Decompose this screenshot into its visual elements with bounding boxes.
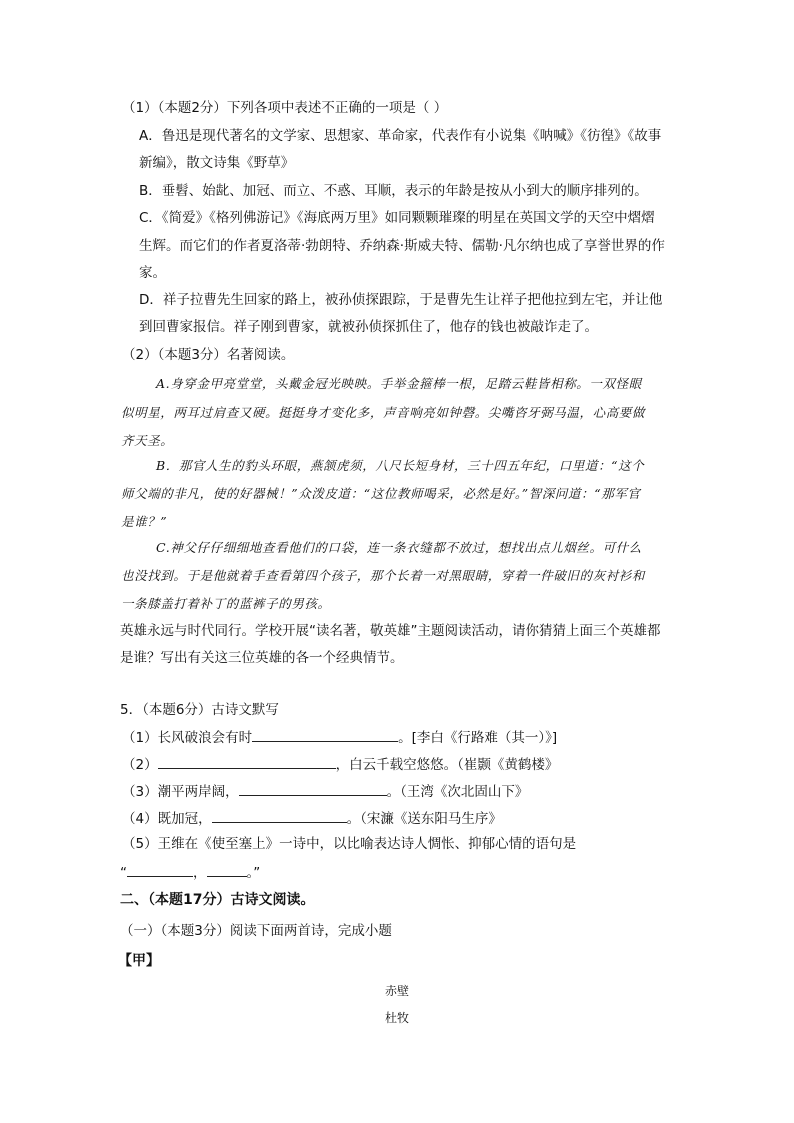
q4-p2-passage-c-line3: 一条膝盖打着补丁的蓝裤子的男孩。 [121, 596, 331, 611]
q5-item-5: （5）王维在《使至塞上》一诗中，以比喻表达诗人惆怅、抑郁心情的语句是 [122, 836, 577, 852]
q4-p2-stem: （2）（本题3分）名著阅读。 [122, 347, 295, 363]
q5-blank-4[interactable] [212, 808, 347, 823]
q4-p1-option-a-line2: 新编》，散文诗集《野草》 [139, 155, 295, 171]
poem-jia-label: 【甲】 [118, 953, 160, 969]
q4-p2-task-line2: 是谁？写出有关这三位英雄的各一个经典情节。 [120, 650, 404, 666]
q4-p1-option-b: B．垂髫、始龀、加冠、而立、不惑、耳顺，表示的年龄是按从小到大的顺序排列的。 [139, 183, 648, 199]
poem-author: 杜牧 [384, 1011, 409, 1025]
q5-item-2-text: （2） [122, 757, 158, 773]
q5-close-quote: 。” [246, 865, 261, 881]
q5-comma: ， [193, 865, 207, 881]
section-2-heading: 二、（本题17分）古诗文阅读。 [120, 892, 315, 908]
q5-blank-1[interactable] [252, 727, 398, 742]
q5-item-4-text: （4）既加冠， [122, 811, 212, 827]
q5-item-3 [122, 781, 528, 801]
q5-blank-2[interactable] [158, 754, 336, 769]
q4-p2-passage-c-line2: 也没找到。于是他就着手查看第四个孩子，那个长着一对黑眼睛，穿着一件破旧的灰衬衫和 [121, 568, 646, 583]
q5-item-2-source: ，白云千载空悠悠。（崔颢《黄鹤楼》 [335, 757, 559, 773]
q4-p2-passage-b-line3: 是谁？” [121, 514, 168, 529]
q4-p1-option-c-line3: 家。 [139, 265, 166, 281]
q4-p2-passage-a-line3: 齐天圣。 [121, 433, 174, 448]
q5-item-3-text: （3）潮平两岸阔， [122, 784, 239, 800]
q4-p2-passage-c-line1: C.神父仔仔细细地查看他们的口袋，连一条衣缝都不放过，想找出点儿烟丝。可什么 [156, 540, 642, 555]
q4-p2-passage-b-line2: 师父端的非凡，使的好器械！”众泼皮道：“这位教师喝采，必然是好。”智深问道：“那军官 [121, 486, 641, 501]
section-2-subheading: （一）（本题3分）阅读下面两首诗，完成小题 [120, 923, 392, 939]
q5-blank-5b[interactable] [207, 862, 247, 877]
q5-item-1-text: （1）长风破浪会有时 [122, 730, 253, 746]
q5-item-4 [122, 808, 502, 828]
q4-p2-passage-a-line1: A.身穿金甲亮堂堂，头戴金冠光映映。手举金箍棒一根，足踏云鞋皆相称。一双怪眼 [156, 376, 642, 391]
q4-p2-passage-a-line2: 似明星，两耳过肩查又硬。挺挺身才变化多，声音响亮如钟磬。尖嘴咨牙弼马温，心高要做 [121, 405, 646, 420]
q5-item-4-source: 。（宋濂《送东阳马生序》 [346, 811, 502, 827]
q4-p1-option-a-line1: A．鲁迅是现代著名的文学家、思想家、革命家，代表作有小说集《呐喊》《彷徨》《故事 [139, 128, 662, 144]
q5-blank-5a[interactable] [127, 862, 193, 877]
q4-p1-stem: （1）（本题2分）下列各项中表述不正确的一项是（ ） [122, 100, 448, 116]
q5-blank-3[interactable] [239, 781, 387, 796]
q5-open-quote: “ [120, 865, 127, 881]
q4-p1-option-d-line2: 到回曹家报信。祥子刚到曹家，就被孙侦探抓住了，他存的钱也被敲诈走了。 [139, 319, 598, 335]
poem-title: 赤壁 [384, 984, 409, 998]
q4-p1-option-d-line1: D．祥子拉曹先生回家的路上，被孙侦探跟踪，于是曹先生让祥子把他拉到左宅，并让他 [139, 292, 663, 308]
q5-item-1 [122, 727, 557, 747]
q4-p1-option-c-line2: 生辉。而它们的作者夏洛蒂·勃朗特、乔纳森·斯威夫特、儒勒·凡尔纳也成了享誉世界的作 [139, 238, 665, 254]
q4-p2-passage-b-line1: B．那官人生的豹头环眼，燕颔虎须，八尺长短身材，三十四五年纪，口里道：“这个 [156, 458, 645, 473]
q5-item-3-source: 。（王湾《次北固山下》 [386, 784, 529, 800]
q5-title: 5．（本题6分）古诗文默写 [120, 702, 279, 718]
q5-item-5-answer [120, 862, 260, 882]
q4-p2-task-line1: 英雄永远与时代同行。学校开展“读名著，敬英雄”主题阅读活动，请你猜猜上面三个英雄都 [120, 623, 661, 639]
q5-item-1-source: 。[李白《行路难（其一）》] [398, 730, 558, 746]
q4-p1-option-c-line1: C．《简爱》《格列佛游记》《海底两万里》如同颗颗璀璨的明星在英国文学的天空中熠熠 [139, 210, 655, 226]
q5-item-2 [122, 754, 558, 774]
